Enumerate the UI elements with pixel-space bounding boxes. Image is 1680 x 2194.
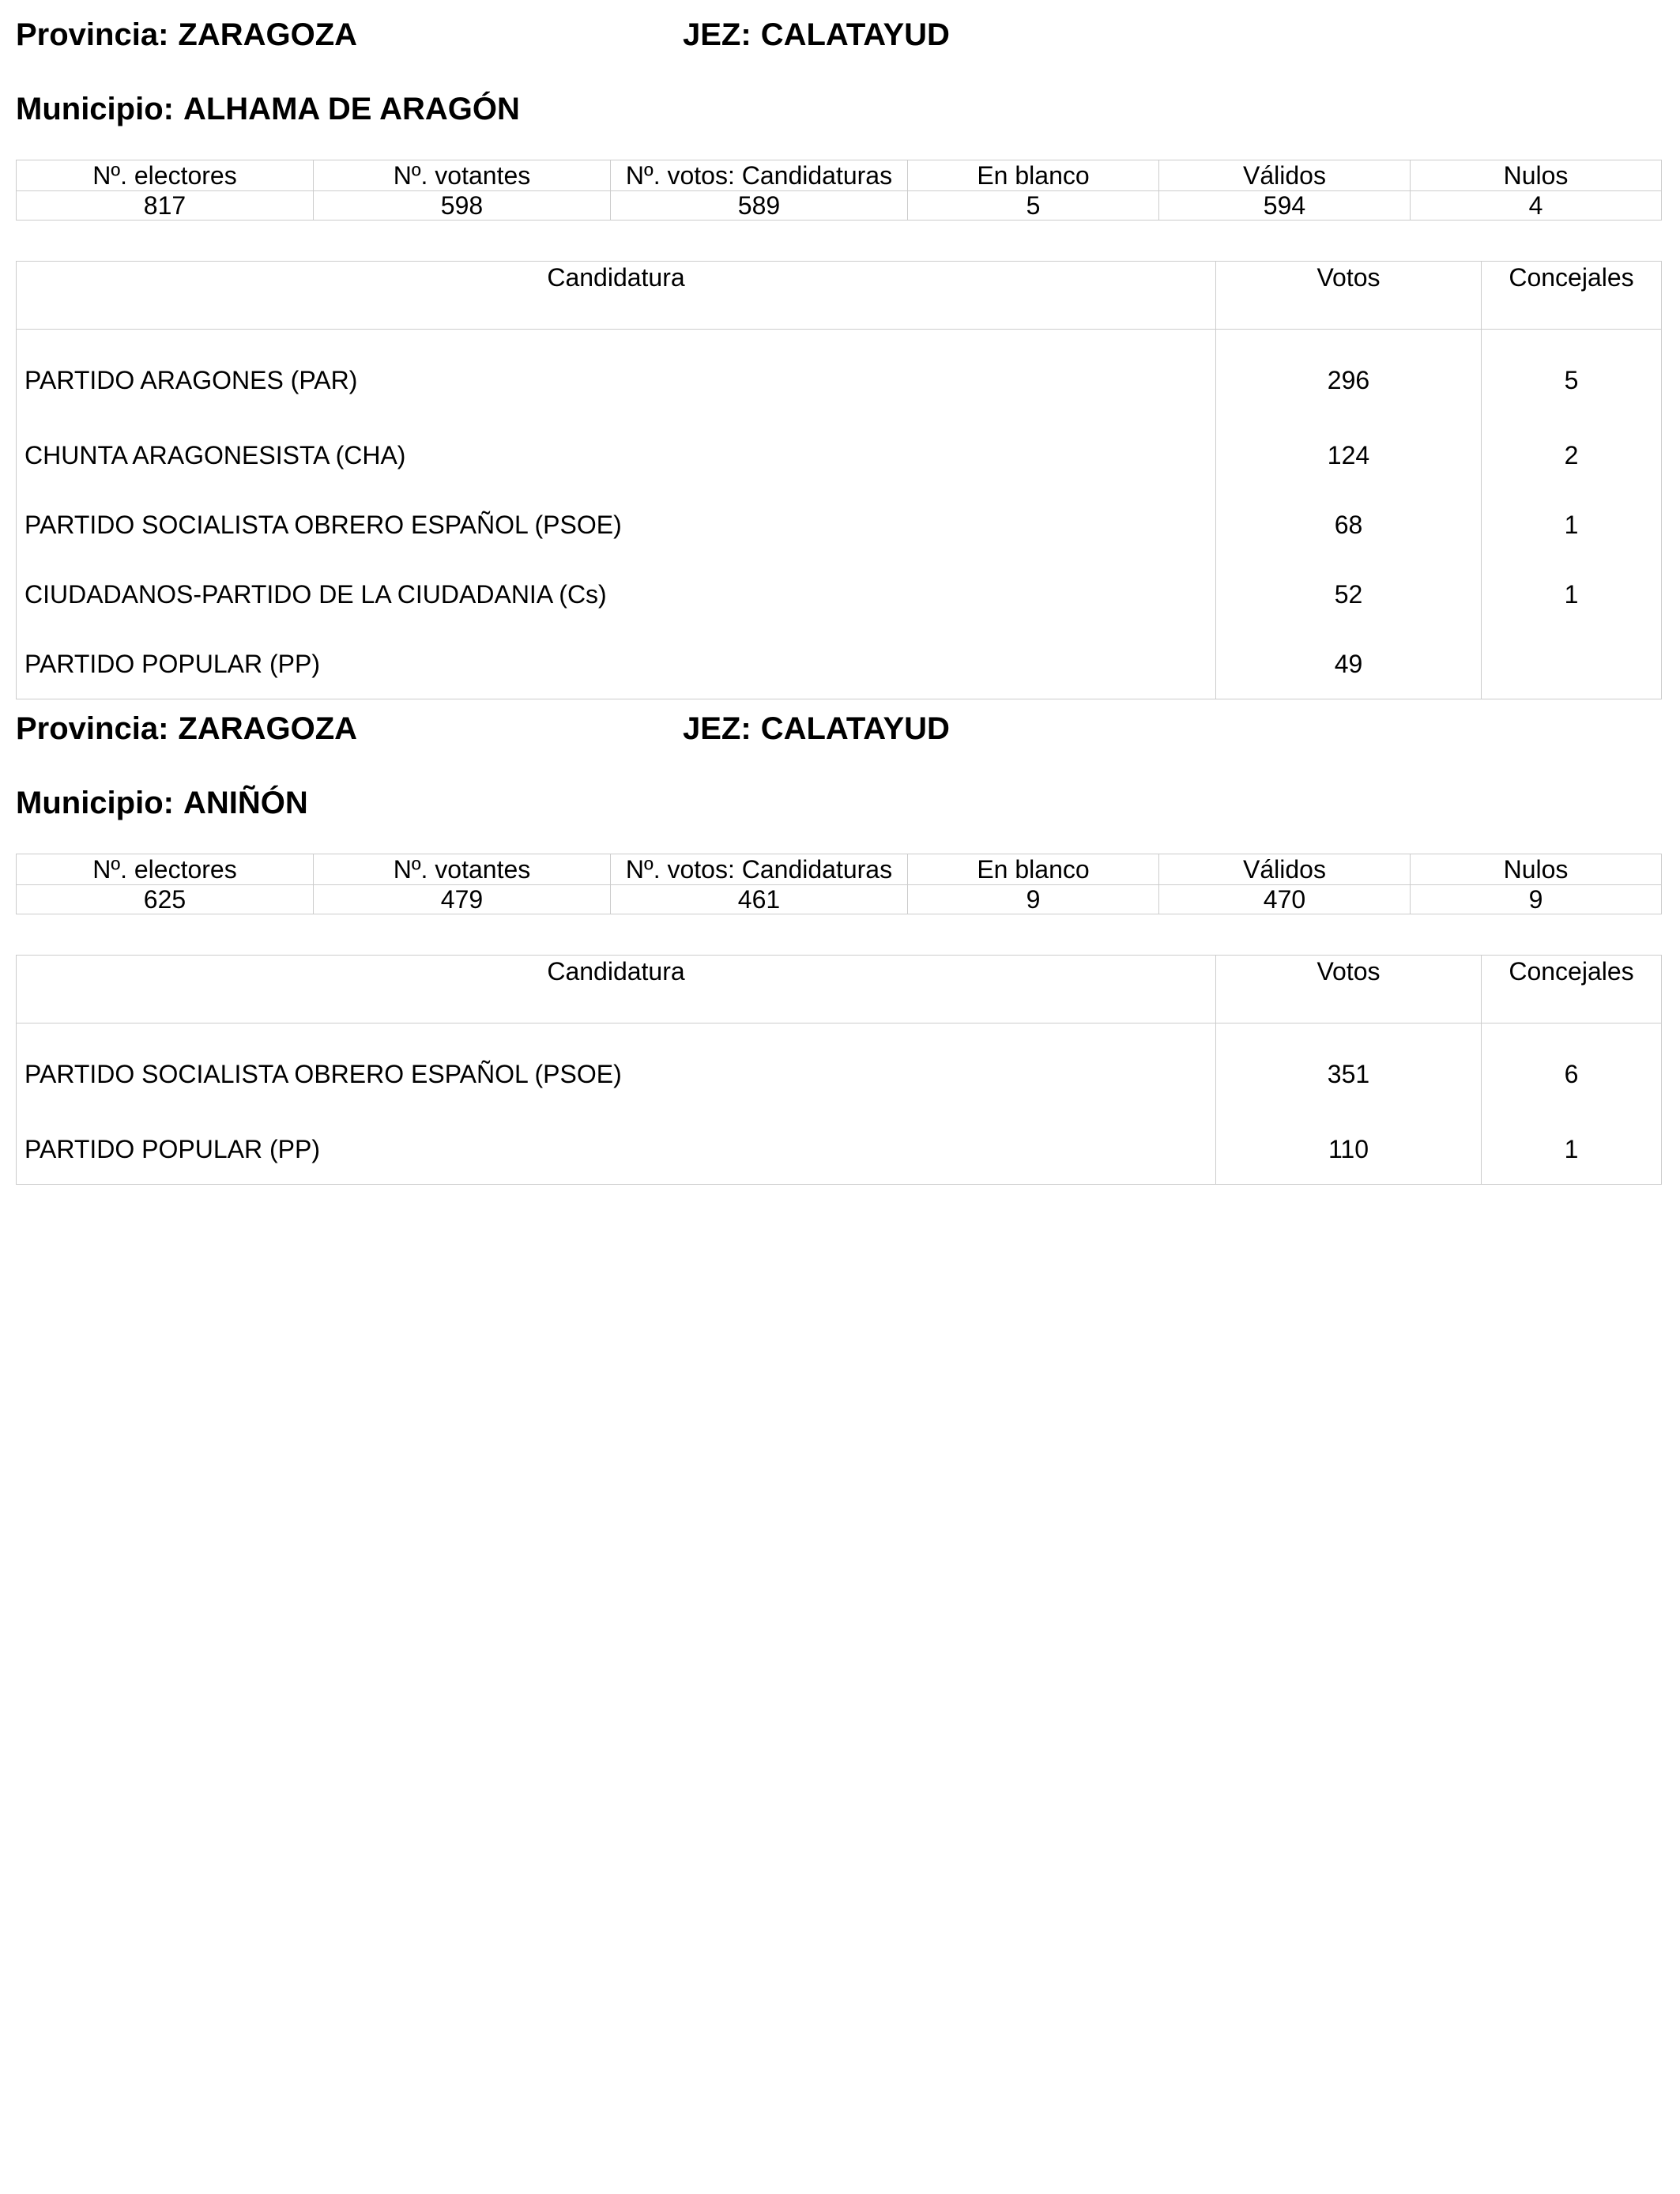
results-row [17, 1114, 1662, 1185]
summary-header-en-blanco: En blanco [908, 854, 1159, 885]
municipio-label: Municipio: [16, 92, 174, 126]
party-votos: 49 [1216, 629, 1482, 699]
party-votos: 68 [1216, 490, 1482, 560]
summary-value-nulos: 4 [1411, 191, 1662, 221]
summary-value-nulos: 9 [1411, 885, 1662, 914]
jez-header [683, 16, 950, 54]
municipio-header [16, 784, 308, 822]
jez-value: CALATAYUD [760, 17, 950, 52]
results-header-votos: Votos [1216, 262, 1482, 330]
party-votos: 351 [1216, 1023, 1482, 1115]
summary-value-validos: 594 [1159, 191, 1411, 221]
summary-table [16, 854, 1662, 914]
party-votos: 124 [1216, 420, 1482, 490]
party-votos: 296 [1216, 330, 1482, 421]
results-table [16, 955, 1662, 1185]
party-name: PARTIDO SOCIALISTA OBRERO ESPAÑOL (PSOE) [17, 490, 1216, 560]
jez-header [683, 710, 950, 748]
provincia-header [16, 710, 357, 748]
provincia-value: ZARAGOZA [178, 711, 358, 746]
summary-value-votos-candidaturas: 589 [611, 191, 908, 221]
party-concejales: 2 [1482, 420, 1662, 490]
results-row [17, 560, 1662, 629]
results-table [16, 261, 1662, 699]
party-concejales: 1 [1482, 560, 1662, 629]
party-name: PARTIDO ARAGONES (PAR) [17, 330, 1216, 421]
summary-value-en-blanco: 9 [908, 885, 1159, 914]
summary-header-nulos: Nulos [1411, 160, 1662, 191]
summary-table [16, 160, 1662, 221]
summary-header-en-blanco: En blanco [908, 160, 1159, 191]
results-header-candidatura: Candidatura [17, 262, 1216, 330]
summary-header-validos: Válidos [1159, 160, 1411, 191]
party-concejales [1482, 629, 1662, 699]
summary-value-votos-candidaturas: 461 [611, 885, 908, 914]
results-header-row [17, 262, 1662, 330]
jez-value: CALATAYUD [760, 711, 950, 746]
municipio-value: ALHAMA DE ARAGÓN [183, 92, 520, 126]
results-row [17, 629, 1662, 699]
municipio-label: Municipio: [16, 786, 174, 820]
party-name: PARTIDO POPULAR (PP) [17, 1114, 1216, 1185]
provincia-label: Provincia: [16, 711, 169, 746]
party-votos: 52 [1216, 560, 1482, 629]
results-row [17, 330, 1662, 421]
jez-label: JEZ: [683, 711, 751, 746]
summary-header-votantes: Nº. votantes [314, 160, 611, 191]
party-votos: 110 [1216, 1114, 1482, 1185]
municipio-value: ANIÑÓN [183, 786, 308, 820]
summary-value-votantes: 479 [314, 885, 611, 914]
summary-header-validos: Válidos [1159, 854, 1411, 885]
summary-header-nulos: Nulos [1411, 854, 1662, 885]
summary-values-row [17, 885, 1662, 914]
party-name: CIUDADANOS-PARTIDO DE LA CIUDADANIA (Cs) [17, 560, 1216, 629]
summary-header-electores: Nº. electores [17, 854, 314, 885]
results-header-concejales: Concejales [1482, 262, 1662, 330]
party-concejales: 1 [1482, 490, 1662, 560]
summary-values-row [17, 191, 1662, 221]
party-name: PARTIDO SOCIALISTA OBRERO ESPAÑOL (PSOE) [17, 1023, 1216, 1115]
summary-header-row [17, 160, 1662, 191]
summary-header-row [17, 854, 1662, 885]
summary-value-validos: 470 [1159, 885, 1411, 914]
summary-value-votantes: 598 [314, 191, 611, 221]
provincia-header [16, 16, 357, 54]
summary-header-votantes: Nº. votantes [314, 854, 611, 885]
results-row [17, 420, 1662, 490]
summary-value-electores: 817 [17, 191, 314, 221]
summary-header-votos-candidaturas: Nº. votos: Candidaturas [611, 854, 908, 885]
results-header-candidatura: Candidatura [17, 956, 1216, 1023]
party-concejales: 1 [1482, 1114, 1662, 1185]
jez-label: JEZ: [683, 17, 751, 52]
results-header-row [17, 956, 1662, 1023]
party-name: CHUNTA ARAGONESISTA (CHA) [17, 420, 1216, 490]
results-row [17, 1023, 1662, 1115]
party-concejales: 6 [1482, 1023, 1662, 1115]
results-header-concejales: Concejales [1482, 956, 1662, 1023]
provincia-value: ZARAGOZA [178, 17, 358, 52]
summary-header-votos-candidaturas: Nº. votos: Candidaturas [611, 160, 908, 191]
results-row [17, 490, 1662, 560]
party-name: PARTIDO POPULAR (PP) [17, 629, 1216, 699]
results-header-votos: Votos [1216, 956, 1482, 1023]
summary-value-electores: 625 [17, 885, 314, 914]
party-concejales: 5 [1482, 330, 1662, 421]
municipio-header [16, 90, 520, 128]
provincia-label: Provincia: [16, 17, 169, 52]
summary-value-en-blanco: 5 [908, 191, 1159, 221]
summary-header-electores: Nº. electores [17, 160, 314, 191]
